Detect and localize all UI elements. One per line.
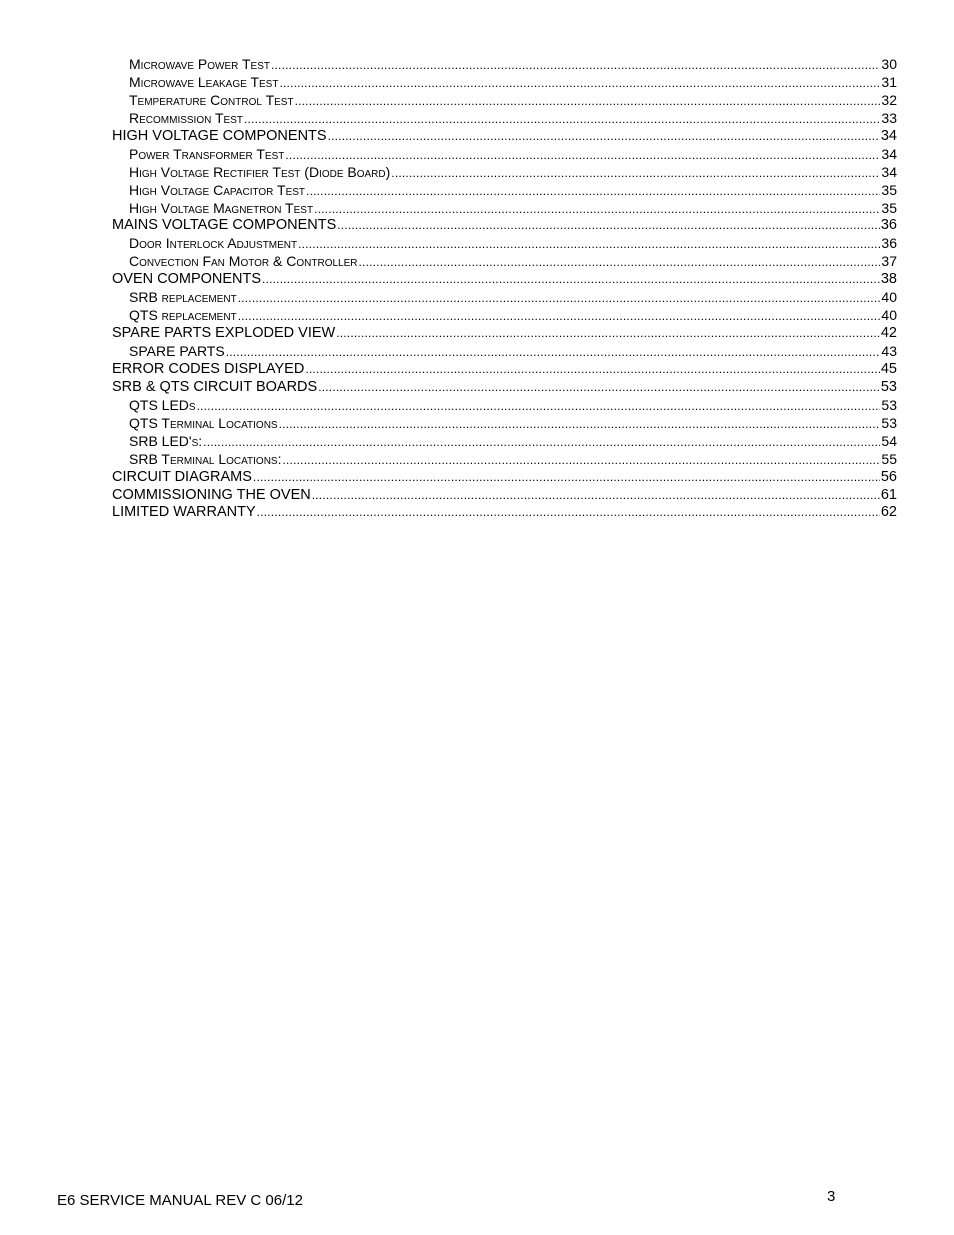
toc-entry-page-number: 34 bbox=[881, 145, 897, 162]
toc-section-entry[interactable] bbox=[112, 325, 897, 343]
toc-entry-page-number: 33 bbox=[881, 109, 897, 126]
toc-dot-leader bbox=[253, 469, 880, 487]
toc-entry-title: LIMITED WARRANTY bbox=[112, 504, 256, 521]
toc-dot-leader bbox=[271, 56, 880, 75]
toc-entry-page-number: 35 bbox=[881, 181, 897, 198]
toc-dot-leader bbox=[238, 307, 881, 326]
toc-dot-leader bbox=[306, 182, 880, 201]
table-of-contents bbox=[112, 56, 897, 522]
toc-dot-leader bbox=[203, 433, 880, 452]
toc-entry-page-number: 30 bbox=[881, 56, 897, 72]
toc-entry-title: Convection Fan Motor & Controller bbox=[129, 253, 358, 270]
toc-dot-leader bbox=[318, 379, 880, 397]
toc-entry-title: SRB LED's: bbox=[129, 432, 203, 449]
toc-entry-page-number: 53 bbox=[881, 396, 897, 413]
toc-section-entry[interactable] bbox=[112, 487, 897, 505]
toc-subsection-entry[interactable] bbox=[112, 200, 897, 218]
toc-dot-leader bbox=[359, 253, 881, 272]
toc-section-entry[interactable] bbox=[112, 271, 897, 289]
toc-entry-title: Microwave Leakage Test bbox=[129, 73, 279, 90]
toc-entry-page-number: 42 bbox=[880, 325, 897, 342]
toc-dot-leader bbox=[305, 361, 880, 379]
toc-entry-title: High Voltage Magnetron Test bbox=[129, 199, 314, 216]
toc-section-entry[interactable] bbox=[112, 361, 897, 379]
toc-subsection-entry[interactable] bbox=[112, 397, 897, 415]
footer-page-number: 3 bbox=[827, 1188, 836, 1205]
toc-entry-title: SRB Terminal Locations: bbox=[129, 450, 282, 467]
toc-subsection-entry[interactable] bbox=[112, 74, 897, 92]
toc-entry-title: CIRCUIT DIAGRAMS bbox=[112, 468, 252, 485]
toc-dot-leader bbox=[285, 146, 880, 165]
toc-dot-leader bbox=[226, 343, 881, 362]
toc-entry-page-number: 56 bbox=[880, 468, 897, 485]
toc-subsection-entry[interactable] bbox=[112, 289, 897, 307]
toc-entry-page-number: 55 bbox=[881, 450, 897, 467]
toc-entry-page-number: 54 bbox=[881, 432, 897, 449]
toc-entry-page-number: 32 bbox=[881, 91, 897, 108]
toc-dot-leader bbox=[244, 110, 880, 129]
toc-entry-title: Microwave Power Test bbox=[129, 56, 270, 72]
toc-entry-title: COMMISSIONING THE OVEN bbox=[112, 486, 311, 503]
toc-entry-page-number: 31 bbox=[881, 73, 897, 90]
toc-entry-page-number: 37 bbox=[881, 253, 897, 270]
toc-entry-title: High Voltage Capacitor Test bbox=[129, 181, 306, 198]
toc-entry-title: ERROR CODES DISPLAYED bbox=[112, 360, 305, 377]
toc-dot-leader bbox=[279, 415, 881, 434]
toc-dot-leader bbox=[314, 200, 880, 219]
toc-entry-title: QTS Terminal Locations bbox=[129, 414, 278, 431]
toc-entry-page-number: 43 bbox=[881, 343, 897, 359]
toc-dot-leader bbox=[197, 397, 881, 416]
toc-entry-page-number: 40 bbox=[881, 307, 897, 324]
toc-section-entry[interactable] bbox=[112, 504, 897, 522]
footer-manual-title: E6 SERVICE MANUAL REV C 06/12 bbox=[57, 1192, 303, 1209]
toc-subsection-entry[interactable] bbox=[112, 253, 897, 271]
toc-dot-leader bbox=[282, 451, 880, 470]
toc-entry-page-number: 36 bbox=[881, 235, 897, 252]
toc-entry-title: QTS LEDs bbox=[129, 396, 196, 413]
toc-section-entry[interactable] bbox=[112, 469, 897, 487]
toc-entry-page-number: 36 bbox=[880, 217, 897, 234]
toc-entry-page-number: 53 bbox=[881, 414, 897, 431]
toc-entry-page-number: 61 bbox=[880, 486, 897, 503]
toc-dot-leader bbox=[336, 325, 880, 343]
toc-section-entry[interactable] bbox=[112, 217, 897, 235]
toc-entry-page-number: 35 bbox=[881, 199, 897, 216]
toc-entry-title: SPARE PARTS bbox=[129, 343, 225, 359]
toc-subsection-entry[interactable] bbox=[112, 56, 897, 74]
toc-section-entry[interactable] bbox=[112, 379, 897, 397]
toc-subsection-entry[interactable] bbox=[112, 110, 897, 128]
toc-entry-page-number: 53 bbox=[880, 378, 897, 395]
toc-subsection-entry[interactable] bbox=[112, 343, 897, 361]
toc-dot-leader bbox=[328, 128, 880, 146]
toc-dot-leader bbox=[279, 74, 880, 93]
toc-dot-leader bbox=[312, 487, 880, 505]
toc-subsection-entry[interactable] bbox=[112, 433, 897, 451]
toc-dot-leader bbox=[257, 504, 880, 522]
toc-entry-title: Door Interlock Adjustment bbox=[129, 235, 298, 252]
toc-entry-page-number: 62 bbox=[880, 504, 897, 521]
toc-subsection-entry[interactable] bbox=[112, 307, 897, 325]
toc-entry-page-number: 38 bbox=[880, 271, 897, 288]
toc-subsection-entry[interactable] bbox=[112, 92, 897, 110]
toc-entry-page-number: 45 bbox=[880, 360, 897, 377]
toc-entry-title: SRB replacement bbox=[129, 289, 237, 306]
toc-dot-leader bbox=[391, 164, 880, 183]
toc-entry-page-number: 34 bbox=[881, 163, 897, 180]
toc-dot-leader bbox=[295, 92, 881, 111]
toc-subsection-entry[interactable] bbox=[112, 146, 897, 164]
toc-subsection-entry[interactable] bbox=[112, 182, 897, 200]
toc-subsection-entry[interactable] bbox=[112, 235, 897, 253]
toc-entry-title: High Voltage Rectifier Test (Diode Board) bbox=[129, 163, 391, 180]
toc-entry-title: SRB & QTS CIRCUIT BOARDS bbox=[112, 378, 318, 395]
toc-dot-leader bbox=[238, 289, 881, 308]
toc-subsection-entry[interactable] bbox=[112, 451, 897, 469]
toc-entry-title: OVEN COMPONENTS bbox=[112, 271, 262, 288]
toc-dot-leader bbox=[337, 217, 880, 235]
toc-entry-title: Recommission Test bbox=[129, 109, 243, 126]
toc-section-entry[interactable] bbox=[112, 128, 897, 146]
toc-entry-page-number: 34 bbox=[880, 127, 897, 144]
toc-entry-page-number: 40 bbox=[881, 289, 897, 306]
toc-subsection-entry[interactable] bbox=[112, 164, 897, 182]
toc-dot-leader bbox=[262, 271, 880, 289]
toc-subsection-entry[interactable] bbox=[112, 415, 897, 433]
toc-dot-leader bbox=[298, 235, 880, 254]
toc-entry-title: MAINS VOLTAGE COMPONENTS bbox=[112, 217, 337, 234]
toc-entry-title: Temperature Control Test bbox=[129, 91, 294, 108]
toc-entry-title: QTS replacement bbox=[129, 307, 237, 324]
toc-entry-title: HIGH VOLTAGE COMPONENTS bbox=[112, 127, 327, 144]
toc-entry-title: SPARE PARTS EXPLODED VIEW bbox=[112, 325, 336, 342]
toc-entry-title: Power Transformer Test bbox=[129, 145, 285, 162]
